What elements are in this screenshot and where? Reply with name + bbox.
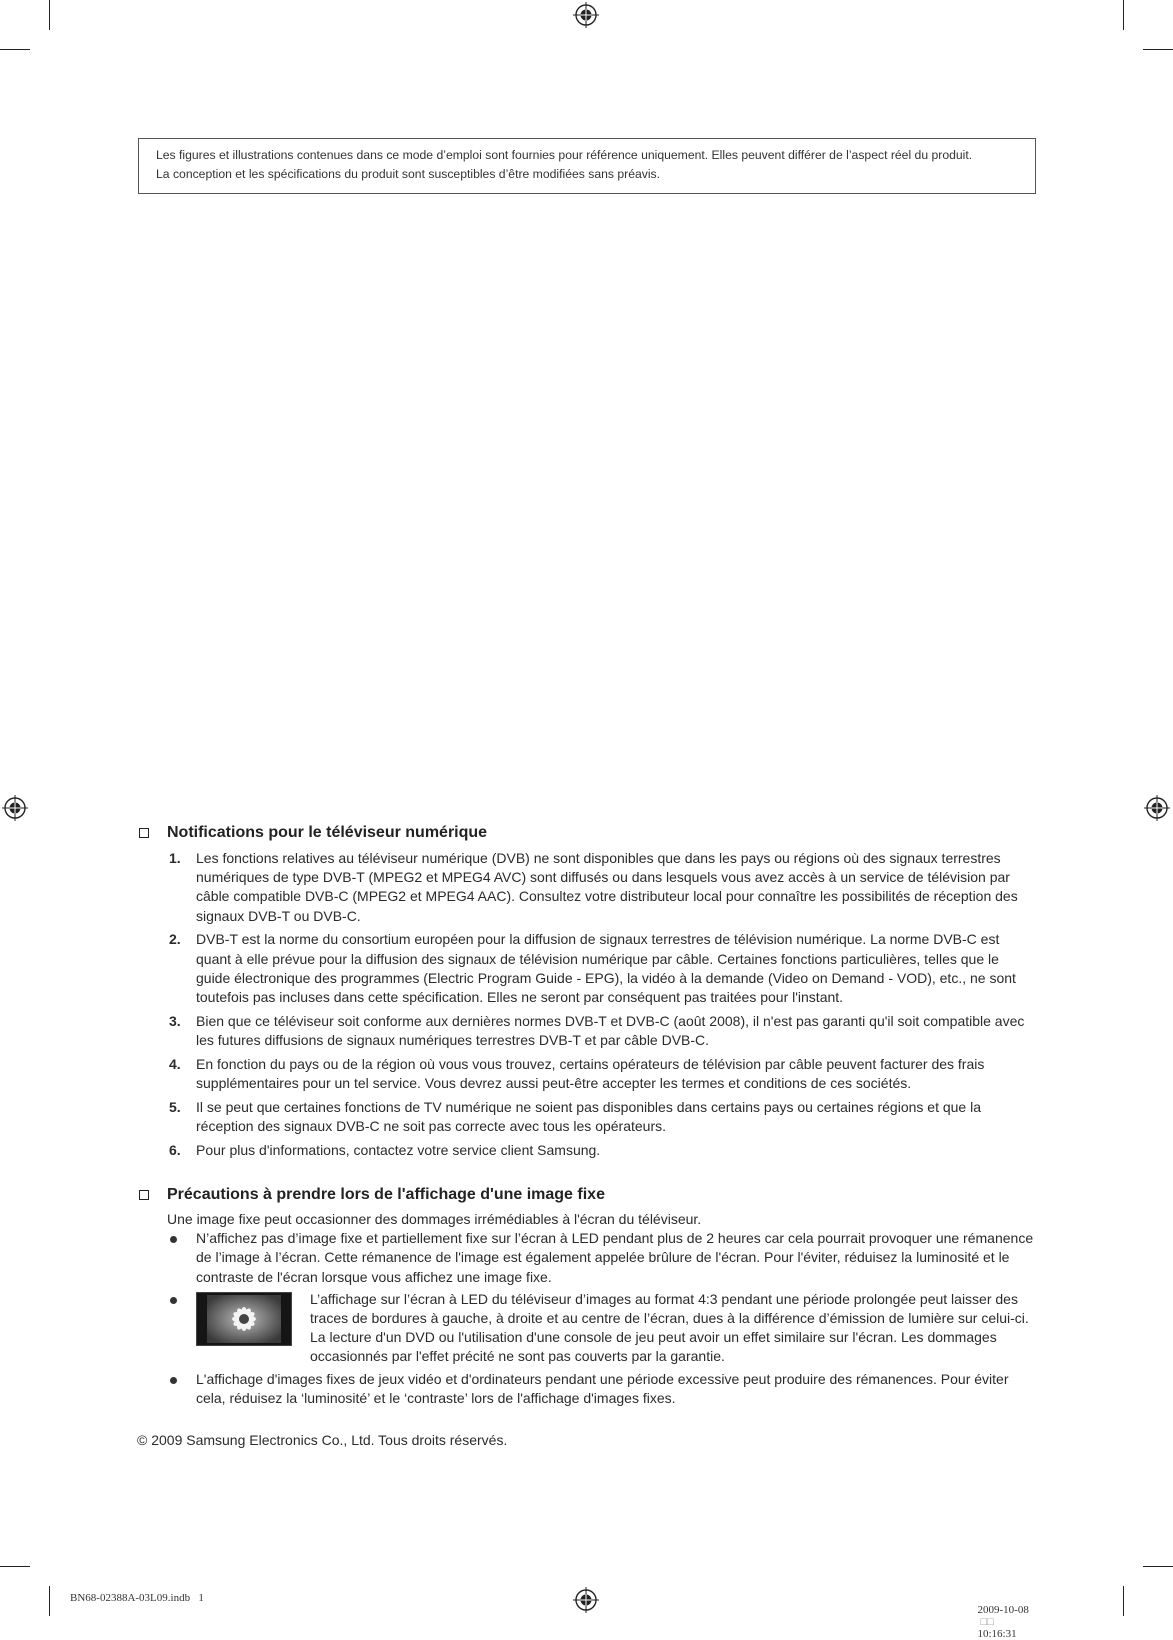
disclaimer-box bbox=[138, 138, 1036, 194]
item-text: L'affichage d'images fixes de jeux vidéo et d'ordinateurs pendant une période excessive peut produire des rémanences. Pour éviter cela, réduisez la ‘luminosité’ et le ‘contraste’ lors de l'affichage d'images fixes. bbox=[196, 1370, 1009, 1406]
item-number: 3. bbox=[169, 1012, 181, 1029]
footer-timestamp bbox=[972, 1592, 1029, 1640]
crop-mark-bottom-left-v bbox=[49, 1586, 50, 1616]
list-item bbox=[136, 1055, 1036, 1093]
item-text: N’affichez pas d’image fixe et partiellement fixe sur l’écran à LED pendant plus de 2 heures car cela pourrait provoquer une rémanence de l’image à l’écran. Cette rémanence de l'image est également appelée brûlure de l'écran. Pour l'éviter, réduisez la luminosité et le contraste de l'écran lorsque vous affichez une image fixe. bbox=[196, 1230, 1034, 1285]
crop-mark-top-left-h bbox=[0, 49, 30, 50]
list-item bbox=[136, 1370, 1036, 1408]
registration-mark-icon bbox=[573, 1587, 599, 1613]
list-item bbox=[136, 930, 1036, 1007]
list-item bbox=[136, 1098, 1036, 1136]
bullet-list bbox=[136, 1229, 1036, 1408]
registration-mark-icon bbox=[573, 2, 599, 28]
bullet-icon bbox=[170, 1297, 177, 1304]
section-intro: Une image fixe peut occasionner des dommages irrémédiables à l'écran du téléviseur. bbox=[167, 1211, 702, 1227]
item-text: Bien que ce téléviseur soit conforme aux dernières normes DVB-T et DVB-C (août 2008), il n'est pas garanti qu'il soit compatible avec les futures diffusions de signaux numériques terrestres DVB-T et par câble DVB-C. bbox=[196, 1012, 1025, 1049]
item-text: Les fonctions relatives au téléviseur numérique (DVB) ne sont disponibles que dans les pays ou régions où des signaux terrestres numériques de type DVB-T (MPEG2 et MPEG4 AVC) sont diffusés ou dans lesquels vous avez accès à un service de télévision par câble compatible DVB-C (MPEG2 et MPEG4 AAC). Consultez votre distributeur local pour connaître les possibilités de réception des signaux DVB-T ou DVB-C. bbox=[196, 850, 1018, 924]
bullet-icon bbox=[170, 1377, 177, 1384]
section-title: Notifications pour le téléviseur numérique bbox=[167, 824, 488, 841]
bullet-icon bbox=[170, 1236, 177, 1243]
footer-glyphs: □□ bbox=[980, 1616, 994, 1628]
list-item bbox=[136, 1141, 1036, 1160]
checkbox-square-icon bbox=[139, 1190, 149, 1200]
copyright-notice: © 2009 Samsung Electronics Co., Ltd. Tous droits réservés. bbox=[137, 1432, 508, 1448]
section-heading bbox=[136, 1185, 1036, 1205]
item-number: 4. bbox=[169, 1055, 181, 1072]
section-digital-tv-notifications bbox=[136, 823, 1036, 1165]
crop-mark-top-right-v bbox=[1123, 0, 1124, 30]
section-heading bbox=[136, 823, 1036, 843]
item-text: L’affichage sur l’écran à LED du téléviseur d’images au format 4:3 pendant une période prolongée peut laisser des traces de bordures à gauche, à droite et au centre de l’écran, dues à la différence d’émission de lumière sur celui-ci. La lecture d'un DVD ou l'utilisation d'une console de jeu peut avoir un effet similaire sur l'écran. Les dommages occasionnés par l'effet précité ne sont pas couverts par la garantie. bbox=[310, 1290, 1029, 1365]
section-title: Précautions à prendre lors de l'affichage d'une image fixe bbox=[167, 1186, 605, 1203]
item-number: 1. bbox=[169, 850, 181, 866]
registration-mark-icon bbox=[1144, 795, 1170, 821]
item-text: Il se peut que certaines fonctions de TV numérique ne soient pas disponibles dans certains pays ou certaines régions et que la réception des signaux DVB-C ne soit pas correcte avec tous les opérateurs. bbox=[196, 1098, 982, 1135]
crop-mark-top-right-h bbox=[1143, 49, 1173, 50]
footer-date: 2009-10-08 bbox=[977, 1604, 1029, 1616]
list-item bbox=[136, 1012, 1036, 1050]
item-number: 5. bbox=[169, 1098, 181, 1115]
checkbox-square-icon bbox=[139, 828, 149, 838]
registration-mark-icon bbox=[2, 795, 28, 821]
crop-mark-bottom-right-v bbox=[1123, 1586, 1124, 1616]
footer-file-name: BN68-02388A-03L09.indb 1 bbox=[70, 1592, 204, 1604]
crop-mark-bottom-left-h bbox=[0, 1566, 30, 1567]
tv-flower-image bbox=[196, 1292, 292, 1346]
item-number: 6. bbox=[169, 1141, 181, 1158]
list-item bbox=[136, 849, 1036, 926]
item-text: Pour plus d'informations, contactez votre service client Samsung. bbox=[196, 1141, 601, 1158]
item-text: En fonction du pays ou de la région où vous vous trouvez, certains opérateurs de télévision par câble peuvent facturer des frais supplémentaires pour un tel service. Vous devrez aussi peut-être accepter les termes et conditions de ces sociétés. bbox=[196, 1055, 985, 1092]
item-number: 2. bbox=[169, 931, 181, 948]
item-text: DVB-T est la norme du consortium européen pour la diffusion de signaux terrestres de télévision numérique. La norme DVB-C est quant à elle prévue pour la diffusion des signaux de télévision numérique par câble. Certaines fonctions particulières, telles que le guide électronique des programmes (Electric Program Guide - EPG), la vidéo à la demande (Video on Demand - VOD), etc., ne sont toutefois pas incluses dans cette spécification. Elles ne seront par conséquent pas traitées pour l'instant. bbox=[196, 931, 1016, 1006]
list-item bbox=[136, 1290, 1036, 1367]
crop-mark-bottom-right-h bbox=[1143, 1566, 1173, 1567]
section-still-image-precautions bbox=[136, 1185, 1036, 1411]
footer-time: 10:16:31 bbox=[977, 1628, 1017, 1640]
crop-mark-top-left-v bbox=[49, 0, 50, 30]
numbered-list bbox=[136, 849, 1036, 1160]
list-item bbox=[136, 1229, 1036, 1287]
disclaimer-line-1: Les figures et illustrations contenues dans ce mode d’emploi sont fournies pour référence uniquement. Elles peuvent différer de l’aspect réel du produit. bbox=[156, 148, 973, 162]
disclaimer-line-2: La conception et les spécifications du produit sont susceptibles d’être modifiées sans préavis. bbox=[156, 167, 661, 181]
